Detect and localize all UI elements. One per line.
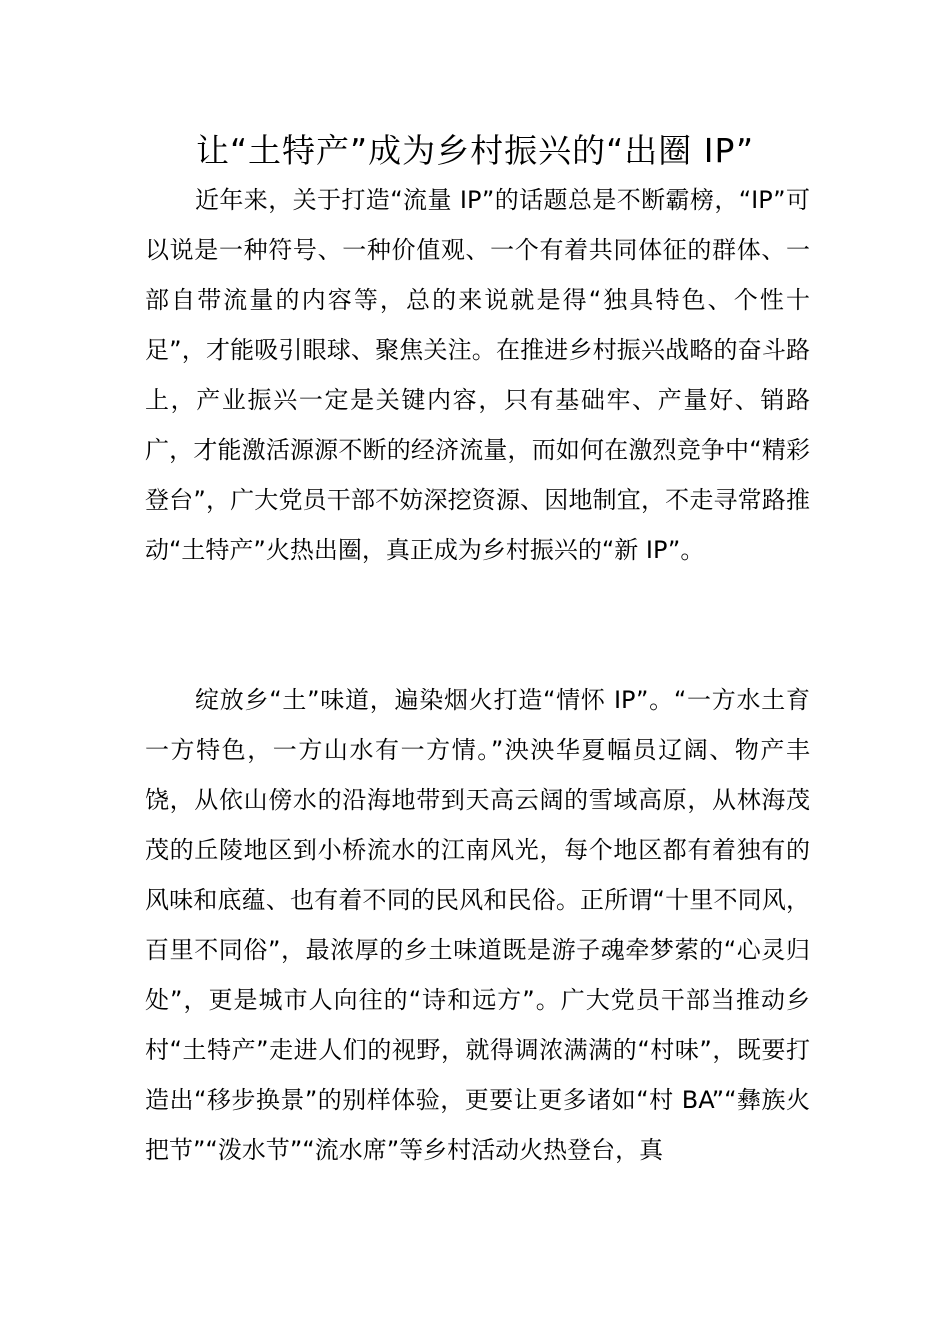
document-title: 让“土特产”成为乡村振兴的“出圈 IP” <box>195 131 755 170</box>
paragraph-section-1: 绽放乡“土”味道，遍染烟火打造“情怀 IP”。“一方水土育一方特色，一方山水有一方情。”泱泱华夏幅员辽阔、物产丰饶，从依山傍水的沿海地带到天高云阔的雪域高原，从林海茂茂的丘陵地区到小桥流水的江南风光，每个地区都有着独有的风味和底蕴、也有着不同的民风和民俗。正所谓“十里不同风，百里不同俗”，最浓厚的乡土味道既是游子魂牵梦萦的“心灵归处”，更是城市人向往的“诗和远方”。广大党员干部当推动乡村“土特产”走进人们的视野，就得调浓满满的“村味”，既要打造出“移步换景”的别样体验，更要让更多诸如“村 BA”“彝族火把节”“泼水节”“流水席”等乡村活动火热登台，真 <box>145 686 810 1164</box>
paragraph-intro: 近年来，关于打造“流量 IP”的话题总是不断霸榜，“IP”可以说是一种符号、一种价值观、一个有着共同体征的群体、一部自带流量的内容等，总的来说就是得“独具特色、个性十足”，才能吸引眼球、聚焦关注。在推进乡村振兴战略的奋斗路上，产业振兴一定是关键内容，只有基础牢、产量好、销路广，才能激活源源不断的经济流量，而如何在激烈竞争中“精彩登台”，广大党员干部不妨深挖资源、因地制宜，不走寻常路推动“土特产”火热出圈，真正成为乡村振兴的“新 IP”。 <box>145 186 810 564</box>
